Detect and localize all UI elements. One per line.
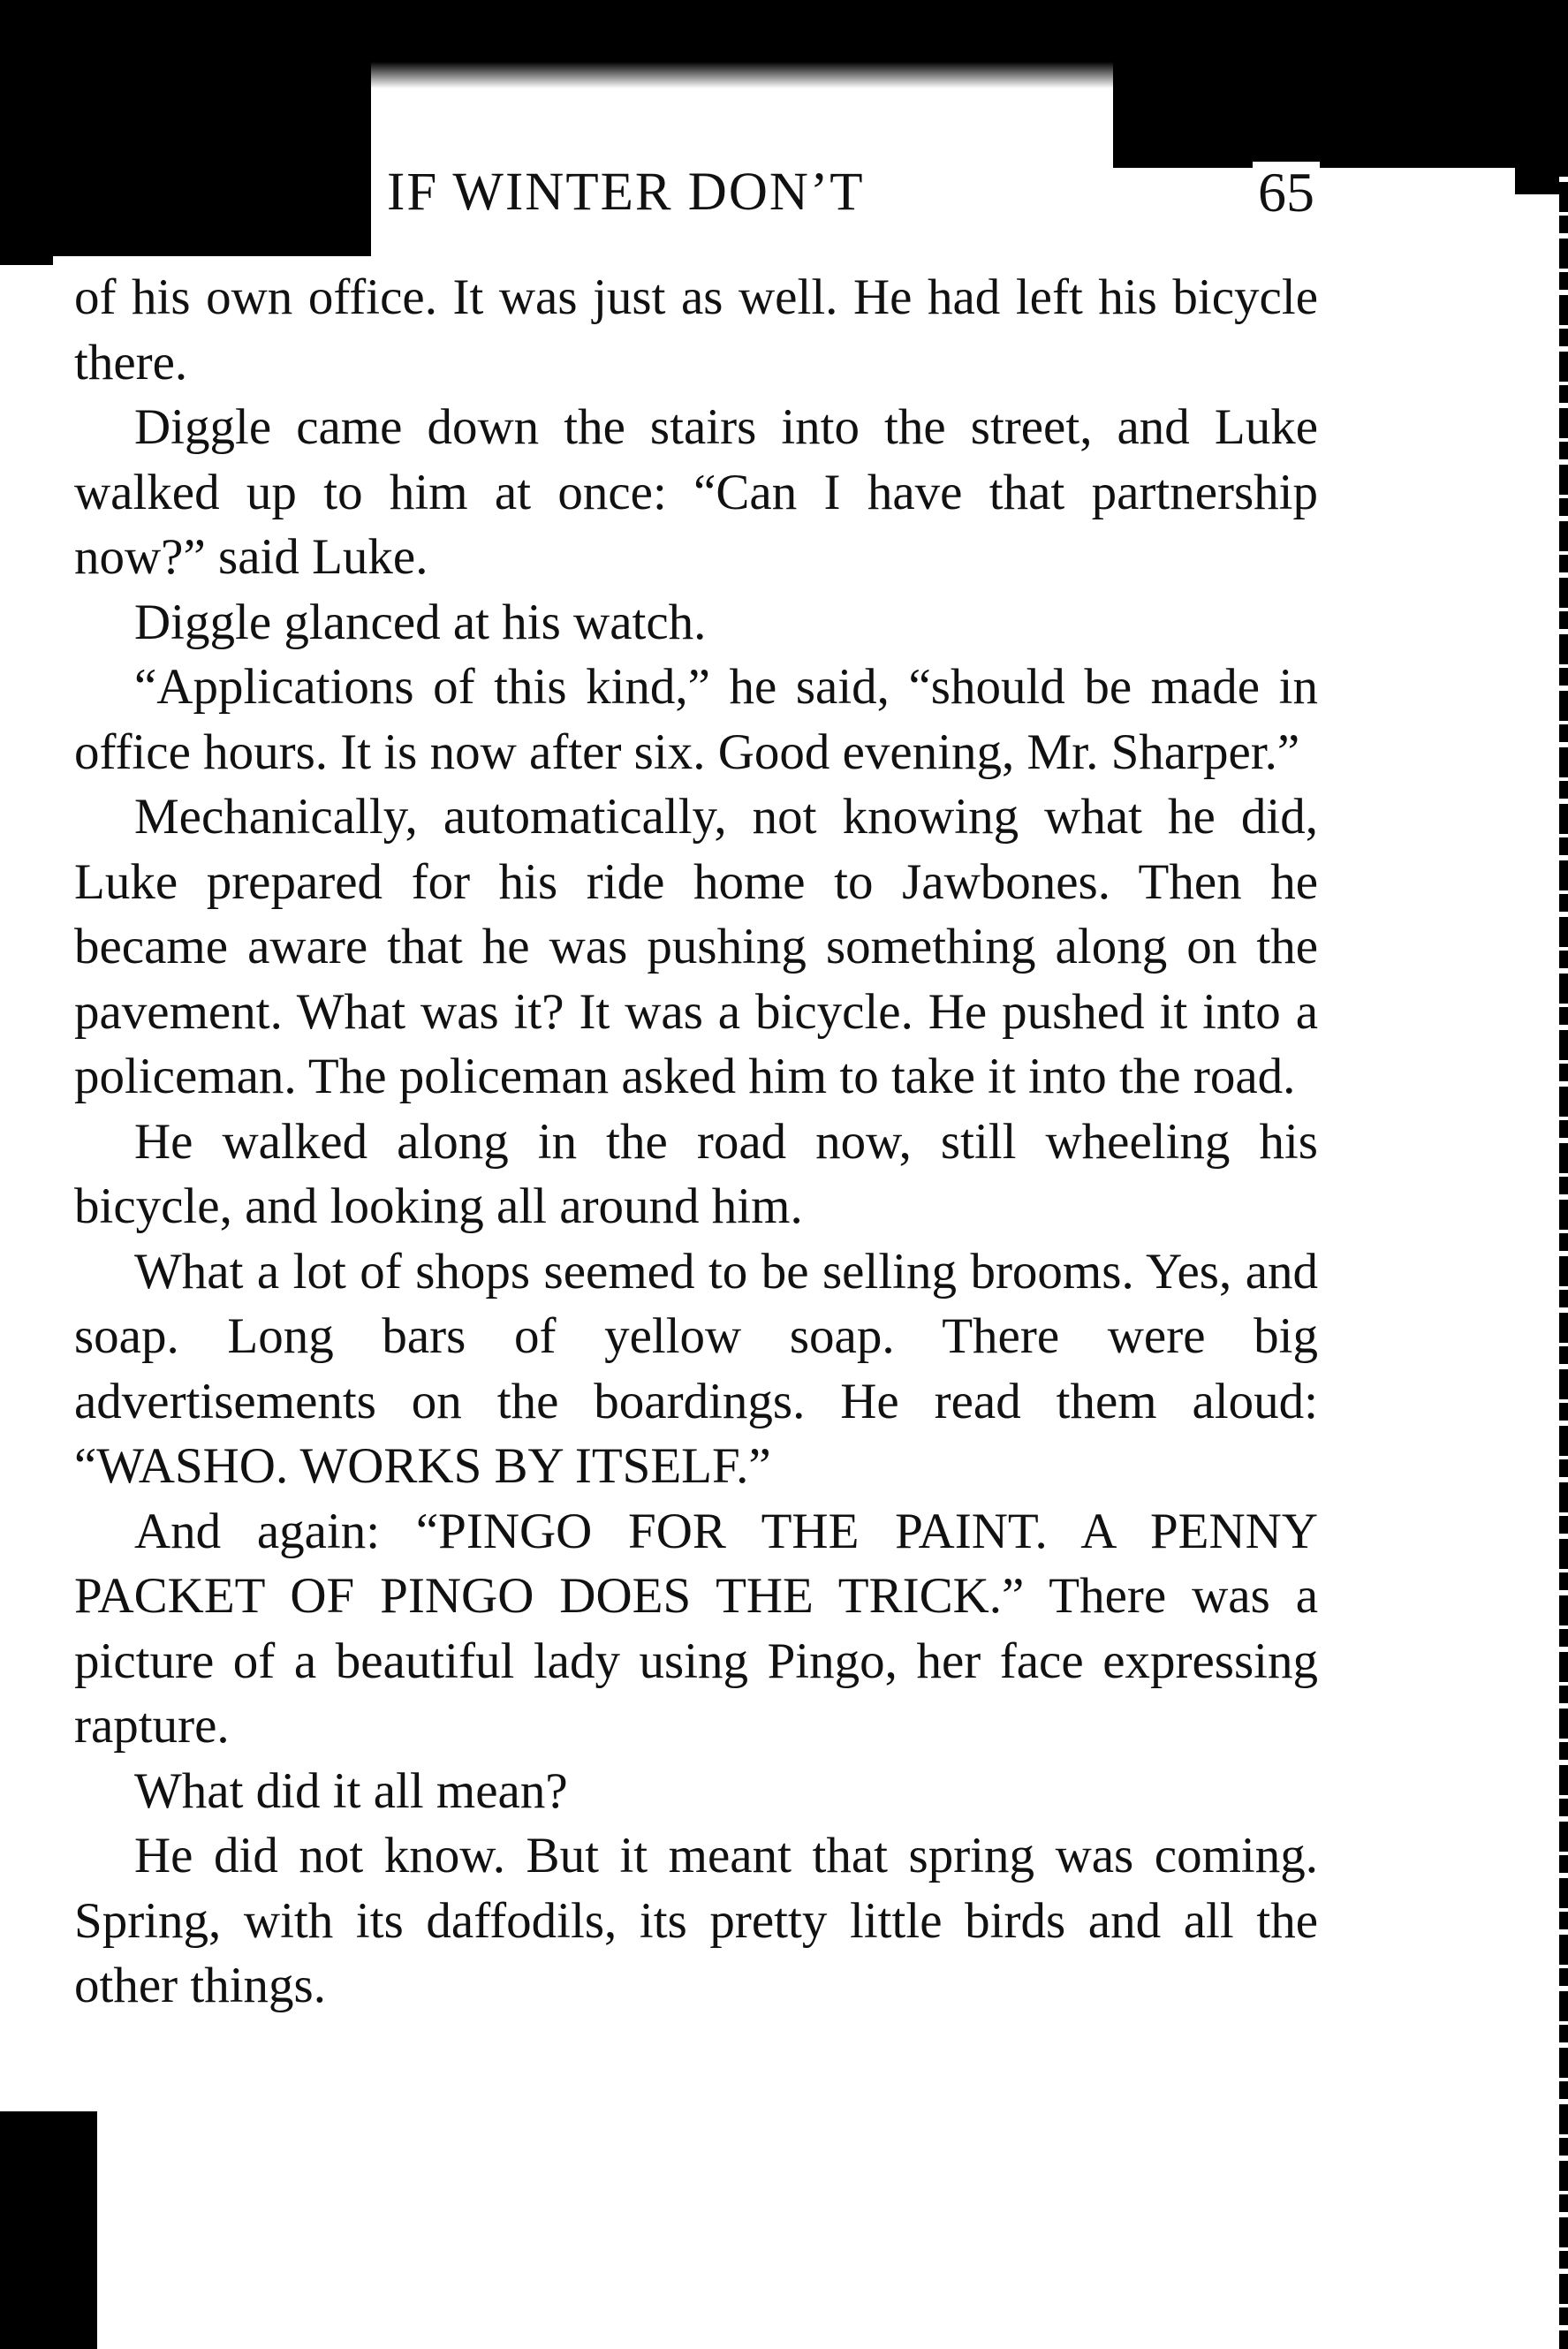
scan-border-right: [1559, 159, 1568, 2349]
paragraph: Diggle came down the stairs into the street, and Luke walked up to him at once: “Can I have that partnership now?” said Luke.: [74, 399, 1318, 585]
paragraph: He walked along in the road now, still wheeling his bicycle, and looking all around him.: [74, 1113, 1318, 1234]
running-head-title: IF WINTER DON’T: [380, 162, 872, 224]
paragraph: Mechanically, automatically, not knowing what he did, Luke prepared for his ride home to Jawbones. Then he became aware that he was pushing something along on the pavement. What was it? It was a bicycle. He pushed it into a policeman. The policeman asked him to take it into the road.: [74, 789, 1318, 1104]
scan-artifact-top-fade: [371, 62, 1113, 88]
paragraph: “Applications of this kind,” he said, “should be made in office hours. It is now after six. Good evening, Mr. Sharper.”: [74, 659, 1318, 780]
body-text: [74, 265, 1318, 2019]
paragraph: Diggle glanced at his watch.: [134, 594, 707, 650]
paragraph: What did it all mean?: [134, 1762, 568, 1819]
paragraph: And again: “PINGO FOR THE PAINT. A PENNY PACKET OF PINGO DOES THE TRICK.” There was a picture of a beautiful lady using Pingo, her face expressing rapture.: [74, 1503, 1318, 1754]
paragraph: What a lot of shops seemed to be selling brooms. Yes, and soap. Long bars of yellow soap. There were big advertisements on the boardings. He read them aloud: “WASHO. WORKS BY ITSELF.”: [74, 1243, 1318, 1494]
paragraph: of his own office. It was just as well. He had left his bicycle there.: [74, 269, 1318, 390]
paragraph: He did not know. But it meant that spring was coming. Spring, with its daffodils, its pretty little birds and all the other things.: [74, 1828, 1318, 2013]
scan-artifact-top-right: [1113, 0, 1568, 168]
scan-artifact-bottom-left: [0, 2111, 97, 2349]
scan-artifact-top-left: [0, 0, 371, 256]
page-number: 65: [1253, 162, 1320, 224]
